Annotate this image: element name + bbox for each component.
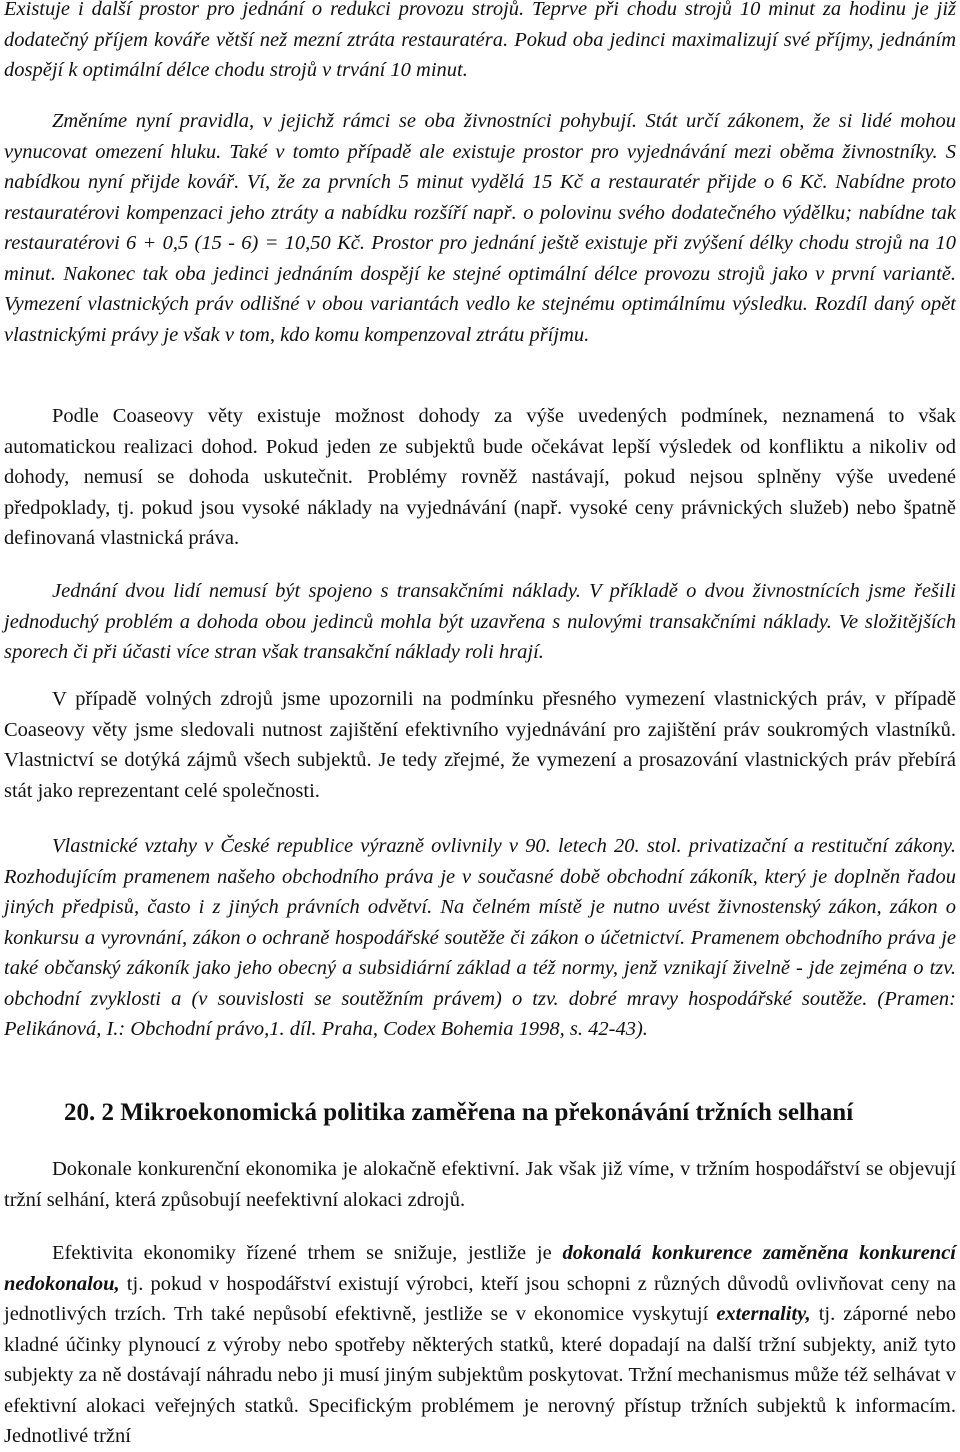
efficiency-text-e: tj. záporné nebo kladné účinky plynoucí z výroby nebo spotřeby některých statků, které dopadají na další tržní subjekty, aniž tyto subjekty za ně dostávají náhradu nebo ji musí jiným subjektům poskytovat. Tržní mechanismus může též selhávat v efektivní alokaci veřejných statků. Specifickým problémem je nerovný přístup tržních subjektů k informacím. Jednotlivé tržní (4, 1303, 956, 1447)
emphasis-imperfect-competition: dokonalá konkurence zaměněna konkurencí nedokonalou, (4, 1242, 956, 1295)
paragraph-bargaining-space: Existuje i další prostor pro jednání o redukci provozu strojů. Teprve při chodu strojů 10 minut za hodinu je již dodatečný příjem kováře větší než mezní ztráta restauratéra. Pokud oba jedinci maximalizují své příjmy, jednáním dospějí k optimální délce chodu strojů v trvání 10 minut. (4, 0, 956, 81)
paragraph-changed-rules: Změníme nyní pravidla, v jejichž rámci se oba živnostníci pohybují. Stát určí zákonem, že si lidé mohou vynucovat omezení hluku. Také v tomto případě ale existuje prostor pro vyjednávání mezi oběma živnostníky. S nabídkou nyní přijde kovář. Ví, že za prvních 5 minut vydělá 15 Kč a restauratér přijde o 6 Kč. Nabídne proto restauratérovi kompenzaci jeho ztráty a nabídku rozšíří např. o polovinu svého dodatečného výdělku; nabídne tak restauratérovi 6 + 0,5 (15 - 6) = 10,50 Kč. Prostor pro jednání ještě existuje při zvýšení délky chodu strojů na 10 minut. Nakonec tak oba jedinci jednáním dospějí ke stejné optimální délce provozu strojů jako v první variantě. Vymezení vlastnických práv odlišné v obou variantách vedlo ke stejnému optimálnímu výsledku. Rozdíl daný opět vlastnickými právy je však v tom, kdo komu kompenzoval ztrátu příjmu. (4, 110, 956, 346)
emphasis-externalities: externality, (716, 1303, 811, 1325)
paragraph-transaction-costs: Jednání dvou lidí nemusí být spojeno s transakčními náklady. V příkladě o dvou živnostnících jsme řešili jednoduchý problém a dohoda obou jedinců mohla být uzavřena s nulovými transakčními náklady. Ve složitějších sporech či při účasti více stran však transakční náklady roli hrají. (4, 580, 956, 663)
paragraph-efficiency (4, 1238, 956, 1452)
paragraph-czech-ownership: Vlastnické vztahy v České republice výrazně ovlivnily v 90. letech 20. stol. privatizační a restituční zákony. Rozhodujícím pramenem našeho obchodního práva je v současné době obchodní zákoník, který je doplněn řadou jiných předpisů, často i z jiných právních odvětví. Na čelném místě je nutno uvést živnostenský zákon, zákon o konkursu a vyrovnání, zákon o ochraně hospodářské soutěže či zákon o účetnictví. Pramenem obchodního práva je také občanský zákoník jako jeho obecný a subsidiární základ a též normy, jenž vznikají živelně - jde zejména o tzv. obchodní zvyklosti a (v souvislosti se soutěžním právem) o tzv. dobré mravy hospodářské soutěže. (Pramen: Pelikánová, I.: Obchodní právo,1. díl. Praha, Codex Bohemia 1998, s. 42-43). (4, 835, 956, 1040)
paragraph-property-rights: V případě volných zdrojů jsme upozornili na podmínku přesného vymezení vlastnických práv, v případě Coaseovy věty jsme sledovali nutnost zajištění efektivního vyjednávání pro zajištění práv soukromých vlastníků. Vlastnictví se dotýká zájmů všech subjektů. Je tedy zřejmé, že vymezení a prosazování vlastnických práv přebírá stát jako reprezentant celé společnosti. (4, 688, 956, 802)
paragraph-market-failures: Dokonale konkurenční ekonomika je alokačně efektivní. Jak však již víme, v tržním hospodářství se objevují tržní selhání, která způsobují neefektivní alokaci zdrojů. (4, 1158, 956, 1211)
efficiency-text-a: Efektivita ekonomiky řízené trhem se snižuje, jestliže je (52, 1242, 563, 1264)
section-heading: 20. 2 Mikroekonomická politika zaměřena na překonávání tržních selhaní (64, 1099, 854, 1126)
paragraph-coase-theorem: Podle Coaseovy věty existuje možnost dohody za výše uvedených podmínek, neznamená to však automatickou realizaci dohod. Pokud jeden ze subjektů bude očekávat lepší výsledek od konfliktu a nikoliv od dohody, nemusí se dohoda uskutečnit. Problémy rovněž nastávají, pokud nejsou splněny výše uvedené předpoklady, tj. pokud jsou vysoké náklady na vyjednávání (např. vysoké ceny právnických služeb) nebo špatně definovaná vlastnická práva. (4, 405, 956, 549)
efficiency-text-c: tj. pokud v hospodářství existují výrobci, kteří jsou schopni z různých důvodů ovlivňovat ceny na jednotlivých trzích. Trh také nepůsobí efektivně, jestliže se v ekonomice vyskytují (4, 1272, 956, 1325)
